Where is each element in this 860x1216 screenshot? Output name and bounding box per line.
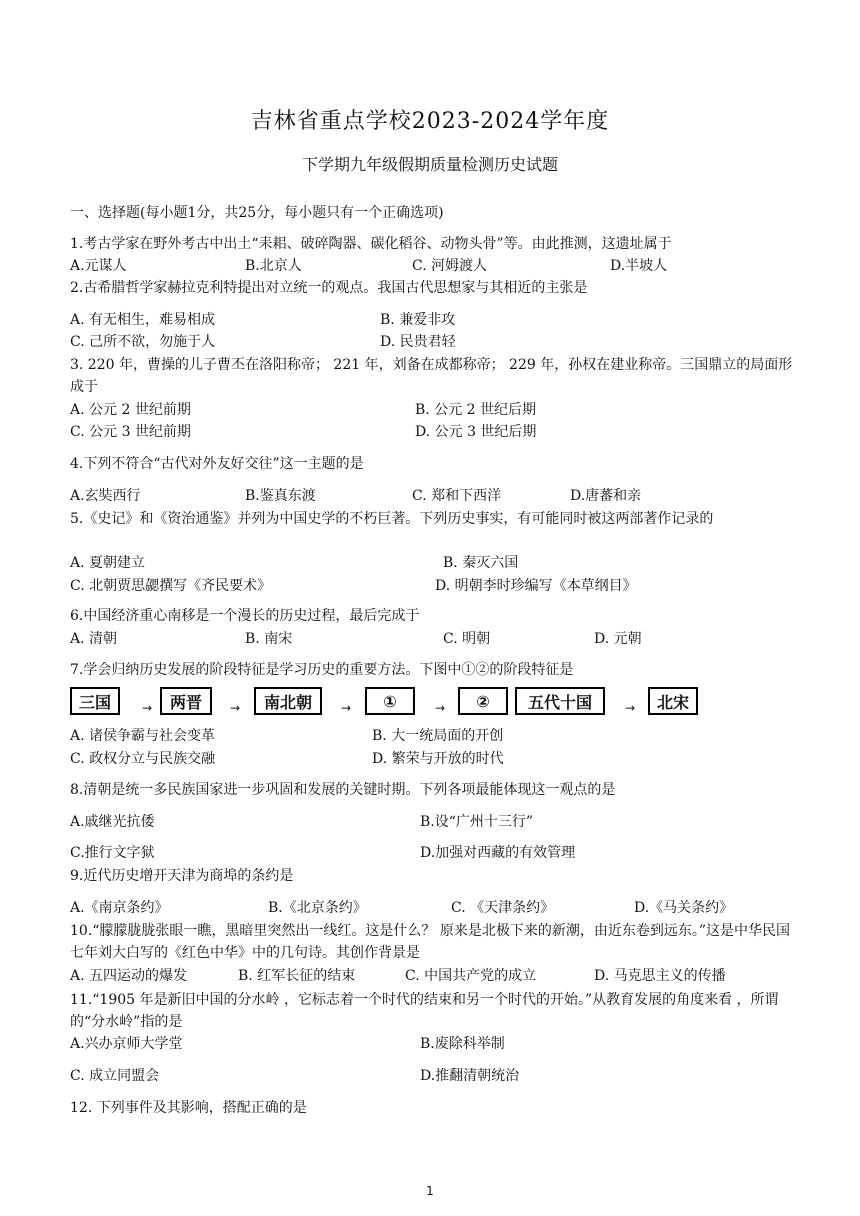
timeline-box: ② — [458, 687, 508, 715]
option-a: A. 清朝 — [70, 631, 118, 647]
question-stem: 2.古希腊哲学家赫拉克利特提出对立统一的观点。我国古代思想家与其相近的主张是 — [70, 280, 588, 296]
option-d: D.半坡人 — [610, 258, 668, 274]
arrow-icon: → — [230, 701, 241, 715]
timeline-box: 五代十国 — [515, 687, 605, 715]
arrow-icon: → — [625, 701, 636, 715]
option-a: A. 公元 2 世纪前期 — [70, 402, 191, 418]
section-heading: 一、选择题(每小题1分，共25分，每小题只有一个正确选项) — [70, 205, 444, 221]
option-d: D.加强对西藏的有效管理 — [420, 845, 576, 861]
option-c: C. 己所不欲，勿施于人 — [70, 334, 216, 350]
timeline-box: 三国 — [70, 687, 120, 715]
option-a: A.元谋人 — [70, 258, 127, 274]
question-stem: 5.《史记》和《资治通鉴》并列为中国史学的不朽巨著。下列历史事实，有可能同时被这两部著作记录的 — [70, 511, 714, 527]
timeline-box: 北宋 — [648, 687, 698, 715]
option-a: A. 有无相生，难易相成 — [70, 312, 216, 328]
dynasty-timeline — [70, 687, 710, 721]
option-d: D. 民贵君轻 — [380, 334, 456, 350]
question-stem: 11.“1905 年是新旧中国的分水岭 ，它标志着一个时代的结束和另一个时代的开始。”从教育发展的角度来看 ，所谓的“分水岭”指的是 — [70, 992, 779, 1030]
option-c: C. 郑和下西洋 — [412, 488, 502, 504]
question-stem: 8.清朝是统一多民族国家进一步巩固和发展的关键时期。下列各项最能体现这一观点的是 — [70, 782, 616, 798]
option-a: A. 五四运动的爆发 — [70, 968, 188, 984]
timeline-box: 南北朝 — [254, 687, 322, 715]
option-c: C. 政权分立与民族交融 — [70, 751, 216, 767]
option-c: C. 公元 3 世纪前期 — [70, 424, 191, 440]
option-b: B. 红军长征的结束 — [238, 968, 356, 984]
option-b: B.设“广州十三行” — [420, 814, 534, 830]
option-d: D.唐蕃和亲 — [570, 488, 642, 504]
option-b: B. 大一统局面的开创 — [372, 728, 504, 744]
question-stem: 9.近代历史增开天津为商埠的条约是 — [70, 868, 294, 884]
question-stem: 10.“朦朦胧胧张眼一瞧，黑暗里突然出一线红。这是什么？ 原来是北极下来的新潮，由近东卷到远东。”这是中华民国七年刘大白写的《红色中华》中的几句诗。其创作背景是 — [70, 923, 791, 961]
option-a: A.《南京条约》 — [70, 900, 169, 916]
option-c: C. 北朝贾思勰撰写《齐民要术》 — [70, 578, 272, 594]
page-number: 1 — [426, 1184, 434, 1198]
option-c: C. 成立同盟会 — [70, 1068, 160, 1084]
option-b: B.废除科举制 — [420, 1036, 505, 1052]
option-c: C. 《天津条约》 — [451, 900, 555, 916]
option-a: A.兴办京师大学堂 — [70, 1036, 183, 1052]
option-b: B. 秦灭六国 — [443, 555, 519, 571]
option-a: A.戚继光抗倭 — [70, 814, 155, 830]
arrow-icon: → — [142, 701, 153, 715]
page-subtitle: 下学期九年级假期质量检测历史试题 — [301, 155, 558, 174]
option-c: C.推行文字狱 — [70, 845, 155, 861]
option-c: C. 河姆渡人 — [412, 258, 488, 274]
arrow-icon: → — [341, 701, 352, 715]
option-b: B.北京人 — [245, 258, 302, 274]
question-stem: 7.学会归纳历史发展的阶段特征是学习历史的重要方法。下图中①②的阶段特征是 — [70, 662, 574, 678]
option-b: B. 兼爱非攻 — [380, 312, 456, 328]
option-d: D.《马关条约》 — [634, 900, 734, 916]
option-d: D. 公元 3 世纪后期 — [415, 424, 537, 440]
option-a: A.玄奘西行 — [70, 488, 141, 504]
option-b: B.《北京条约》 — [268, 900, 367, 916]
timeline-box: ① — [365, 687, 415, 715]
option-d: D. 明朝李时珍编写《本草纲目》 — [435, 578, 637, 594]
timeline-box: 两晋 — [160, 687, 212, 715]
option-c: C. 明朝 — [443, 631, 491, 647]
option-a: A. 诸侯争霸与社会变革 — [70, 728, 216, 744]
option-c: C. 中国共产党的成立 — [405, 968, 537, 984]
option-d: D. 马克思主义的传播 — [594, 968, 726, 984]
option-b: B.鉴真东渡 — [245, 488, 316, 504]
option-d: D.推翻清朝统治 — [420, 1068, 520, 1084]
option-b: B. 南宋 — [245, 631, 293, 647]
question-stem: 3. 220 年，曹操的儿子曹丕在洛阳称帝； 221 年，刘备在成都称帝； 229 年，孙权在建业称帝。三国鼎立的局面形成于 — [70, 357, 793, 395]
option-d: D. 繁荣与开放的时代 — [372, 751, 504, 767]
page-title: 吉林省重点学校2023-2024学年度 — [250, 109, 610, 134]
question-stem: 6.中国经济重心南移是一个漫长的历史过程，最后完成于 — [70, 608, 420, 624]
question-stem: 1.考古学家在野外考古中出土“耒耜、破碎陶器、碳化稻谷、动物头骨”等。由此推测，这遗址属于 — [70, 236, 672, 252]
question-stem: 4.下列不符合“古代对外友好交往”这一主题的是 — [70, 456, 364, 472]
option-d: D. 元朝 — [594, 631, 642, 647]
option-a: A. 夏朝建立 — [70, 555, 146, 571]
option-b: B. 公元 2 世纪后期 — [415, 402, 536, 418]
arrow-icon: → — [435, 701, 446, 715]
question-stem: 12. 下列事件及其影响，搭配正确的是 — [70, 1100, 307, 1116]
